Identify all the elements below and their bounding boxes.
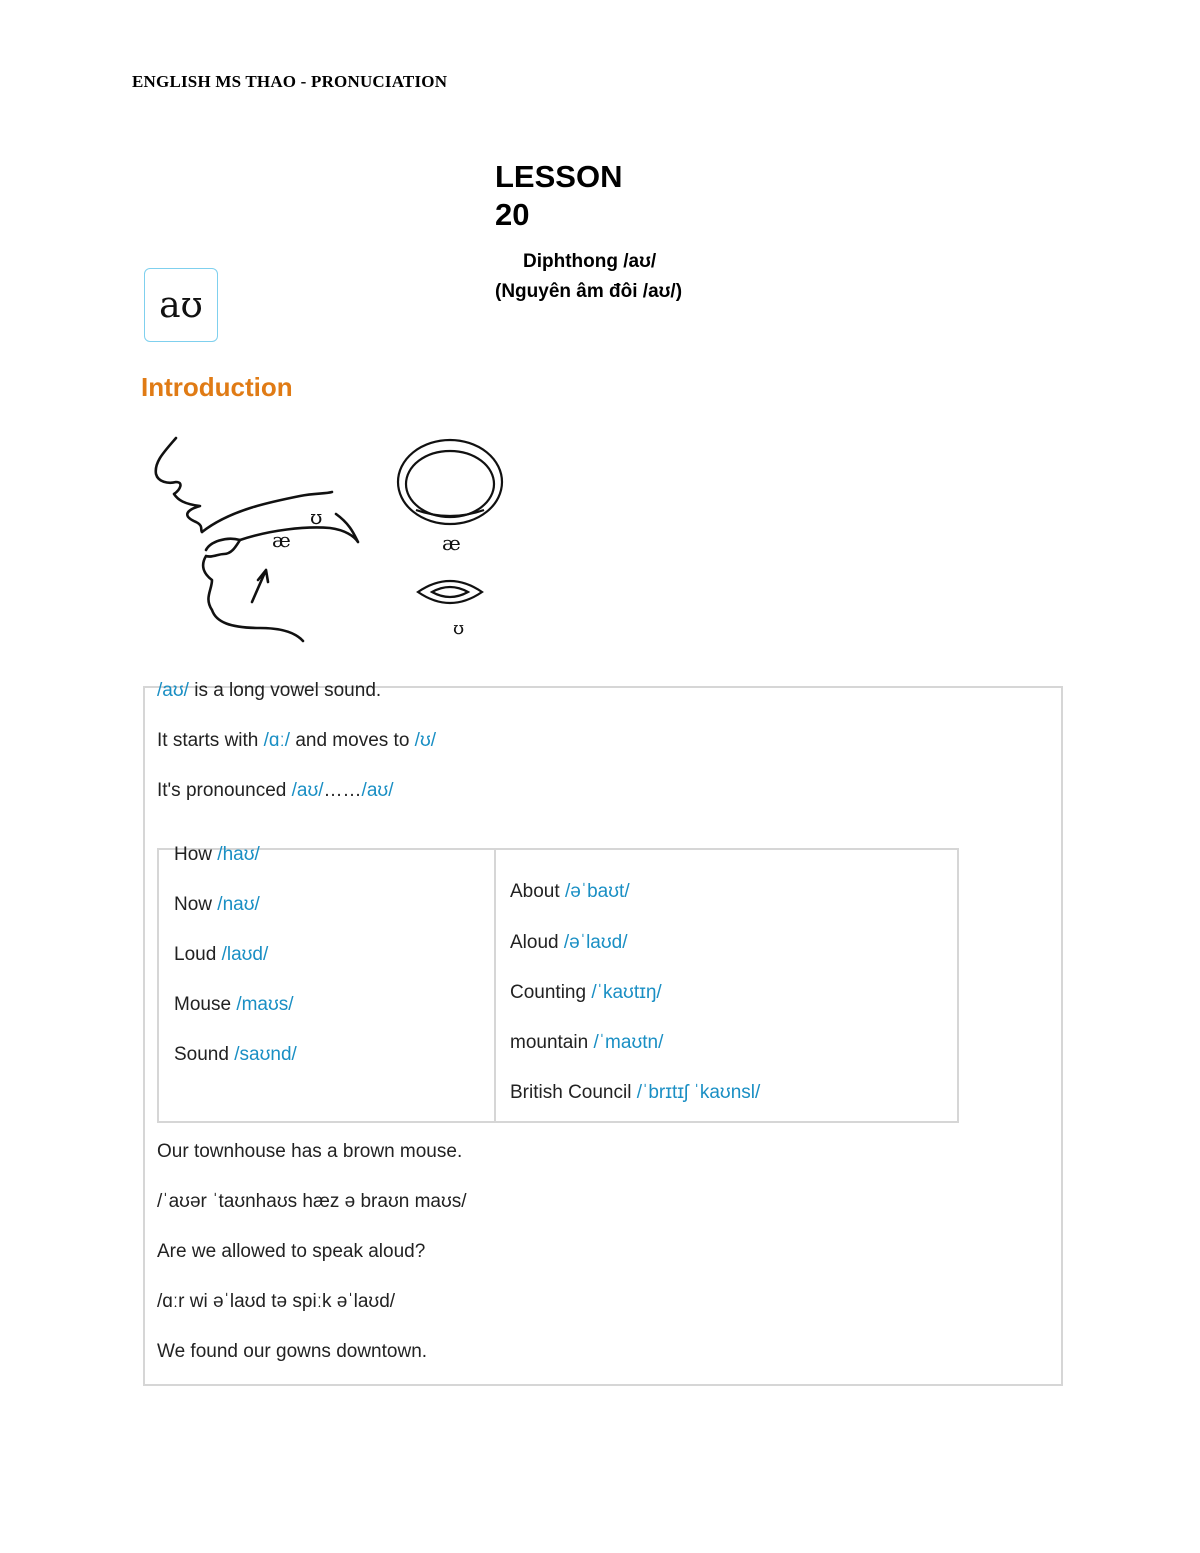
word-item [510, 931, 628, 955]
word-item [510, 981, 662, 1005]
word-ipa: /əˈlaʊd/ [563, 932, 628, 953]
explanation-line-1 [157, 679, 381, 703]
example-sentence-1: Our townhouse has a brown mouse. [157, 1141, 463, 1162]
side-ae-label: æ [272, 528, 291, 552]
ipa-text: /aʊ/ [157, 680, 189, 701]
word-item [510, 1031, 663, 1055]
explanation-line-2 [157, 729, 436, 753]
word-text: Counting [510, 982, 587, 1003]
word-text: How [174, 844, 213, 865]
subtitle-line2: (Nguyên âm đôi /aʊ/) [495, 281, 683, 302]
words-column-right [496, 850, 957, 1121]
word-item [174, 943, 268, 967]
word-item [510, 1081, 760, 1105]
introduction-heading: Introduction [141, 372, 293, 402]
word-text: Aloud [510, 932, 559, 953]
word-ipa: /maʊs/ [236, 994, 294, 1015]
example-words-table [157, 844, 959, 1123]
lesson-subtitle [495, 247, 682, 307]
mouth-ae-label: æ [442, 531, 461, 555]
text: and moves to [290, 730, 415, 751]
explanation-line-3 [157, 779, 393, 803]
word-text: Mouse [174, 994, 232, 1015]
ipa-text: /aʊ/ [291, 780, 324, 801]
word-ipa: /ˈbrɪtɪʃ ˈkaʊnsl/ [636, 1082, 761, 1103]
side-u-label: ʊ [310, 505, 323, 529]
word-ipa: /naʊ/ [217, 894, 260, 915]
word-ipa: /laʊd/ [221, 944, 269, 965]
words-column-left [159, 844, 496, 1121]
word-ipa: /saʊnd/ [234, 1044, 297, 1065]
example-sentence-2: Are we allowed to speak aloud? [157, 1241, 426, 1262]
word-text: Sound [174, 1044, 229, 1065]
word-ipa: /ˈmaʊtn/ [593, 1032, 664, 1053]
word-item [174, 843, 260, 867]
example-sentence-2-ipa: /ɑːr wi əˈlaʊd tə spiːk əˈlaʊd/ [157, 1291, 396, 1312]
mouth-u-label: ʊ [453, 618, 465, 639]
word-text: mountain [510, 1032, 589, 1053]
word-text: British Council [510, 1082, 632, 1103]
lesson-number: 20 [495, 197, 530, 232]
word-item [510, 880, 630, 904]
articulation-diagram [140, 430, 520, 645]
word-text: About [510, 881, 560, 902]
tongue-arrow [252, 570, 268, 602]
lower-jaw-line [203, 540, 303, 641]
word-text: Now [174, 894, 213, 915]
open-mouth-icon [398, 440, 502, 524]
ipa-text: /aʊ/ [361, 780, 394, 801]
word-ipa: /haʊ/ [217, 844, 260, 865]
lesson-title-line1: LESSON [495, 159, 623, 194]
example-sentence-3: We found our gowns downtown. [157, 1341, 428, 1362]
word-item [174, 893, 260, 917]
text: …… [323, 780, 362, 801]
text: It starts with [157, 730, 264, 751]
word-item [174, 993, 294, 1017]
word-ipa: /ˈkaʊtɪŋ/ [591, 982, 662, 1003]
phoneme-symbol-badge: aʊ [144, 268, 218, 342]
example-sentence-1-ipa: /ˈaʊər ˈtaʊnhaʊs hæz ə braʊn maʊs/ [157, 1191, 467, 1212]
subtitle-line1: Diphthong /aʊ/ [523, 251, 657, 272]
face-profile-line [156, 438, 202, 532]
ipa-text: /ʊ/ [414, 730, 437, 751]
word-ipa: /əˈbaʊt/ [564, 881, 630, 902]
document-header: ENGLISH MS THAO - PRONUCIATION [132, 72, 448, 91]
rounded-lips-icon [418, 581, 482, 603]
text: It's pronounced [157, 780, 292, 801]
word-text: Loud [174, 944, 217, 965]
lesson-title [495, 158, 622, 234]
text: is a long vowel sound. [188, 680, 382, 701]
word-item [174, 1043, 297, 1067]
ipa-text: /ɑː/ [263, 730, 291, 751]
